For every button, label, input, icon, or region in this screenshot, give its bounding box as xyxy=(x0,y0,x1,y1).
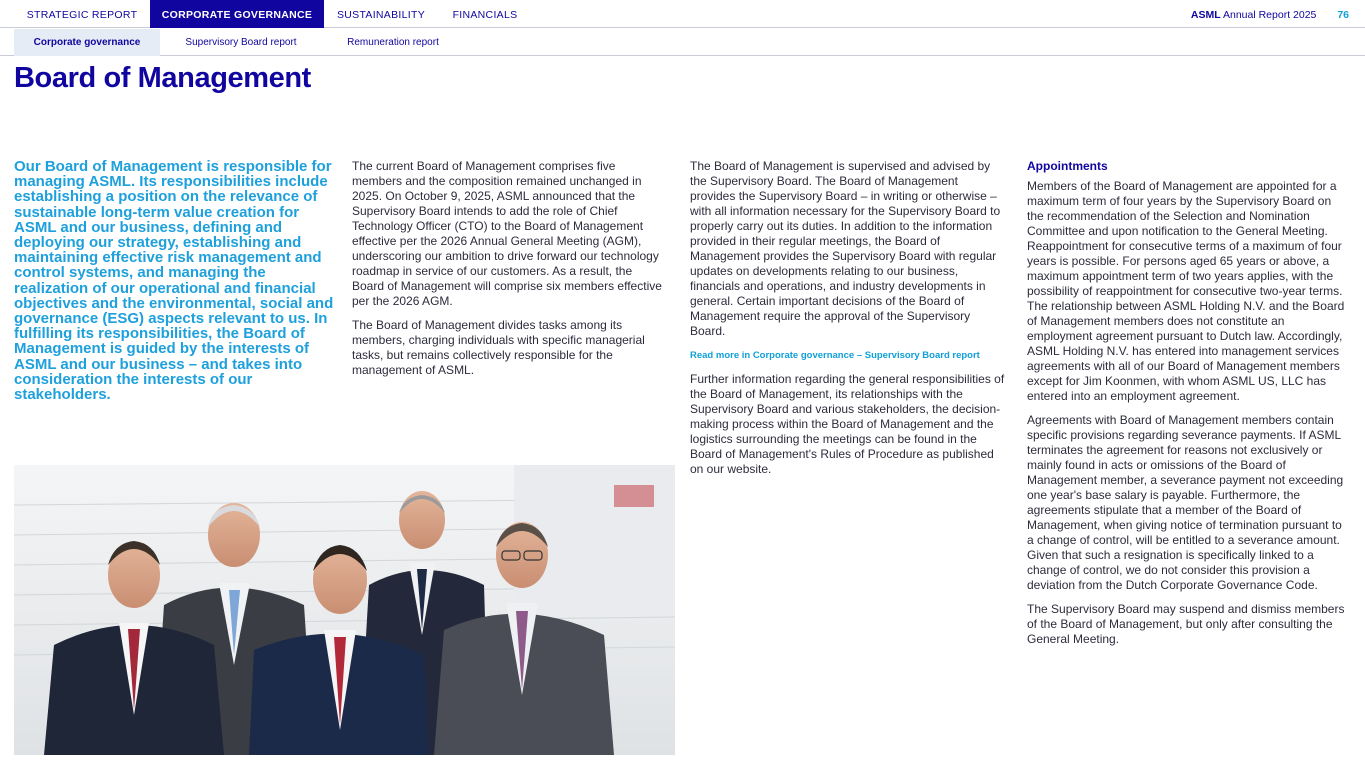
dismissal-paragraph: The Supervisory Board may suspend and dismiss members of the Board of Management, but only after consulting the General Meeting. xyxy=(1027,602,1345,646)
report-title: Annual Report 2025 xyxy=(1222,9,1317,21)
subtab-remuneration-report[interactable]: Remuneration report xyxy=(347,37,439,48)
column-supervision xyxy=(690,159,1006,486)
tab-corporate-governance[interactable]: CORPORATE GOVERNANCE xyxy=(150,0,324,28)
board-group-photo xyxy=(14,465,675,755)
rules-of-procedure-paragraph: Further information regarding the general responsibilities of the Board of Management, its relationships with the Supervisory Board and various stakeholders, the decision-making process within the Board of Management and the logistics surrounding the meetings can be found in the Board of Management's Rules of Procedure as published on our website. xyxy=(690,372,1005,476)
subtab-corporate-governance[interactable]: Corporate governance xyxy=(14,29,160,56)
column-appointments xyxy=(1027,159,1349,656)
lead-paragraph: Our Board of Management is responsible for managing ASML. Its responsibilities include establishing a position on the relevance of sustainable long-term value creation for ASML and our business, defining and deploying our strategy, establishing and maintaining effective risk management and control systems, and managing the realization of our operational and financial objectives and the environmental, social and governance (ESG) aspects relevant to us. In fulfilling its responsibilities, the Board of Management is guided by the interests of ASML and our business – and takes into consideration the interests of our stakeholders. xyxy=(14,158,334,404)
tab-financials[interactable]: FINANCIALS xyxy=(452,9,518,21)
subtab-supervisory-board-report[interactable]: Supervisory Board report xyxy=(185,37,297,48)
severance-paragraph: Agreements with Board of Management members contain specific provisions regarding severance payments. If ASML terminates the agreement for reasons not exclusively or mainly found in acts or omissions of the Board of Management member, a severance payment not exceeding one year's base salary is payable. Furthermore, the agreements stipulate that a member of the Board of Management, when giving notice of termination pursuant to a change of control, will be entitled to a severance amount. Given that such a resignation is specifically linked to a change of control, we do not consider this provision a deviation from the Dutch Corporate Governance Code. xyxy=(1027,413,1344,592)
sub-navigation xyxy=(0,29,1365,56)
page-number: 76 xyxy=(1337,9,1349,21)
tasks-paragraph: The Board of Management divides tasks among its members, charging individuals with specific managerial tasks, but remains collectively responsible for the management of ASML. xyxy=(352,318,645,377)
appointments-heading: Appointments xyxy=(1027,159,1108,173)
report-header xyxy=(1191,0,1349,28)
page-title: Board of Management xyxy=(14,62,311,94)
tab-sustainability[interactable]: SUSTAINABILITY xyxy=(336,9,426,21)
tab-strategic-report[interactable]: STRATEGIC REPORT xyxy=(26,9,138,21)
column-composition xyxy=(352,159,664,387)
supervision-paragraph: The Board of Management is supervised and advised by the Supervisory Board. The Board of Management provides the Supervisory Board – in writing or otherwise – with all information necessary for the Supervisory Board to properly carry out its duties. In addition to the information provided in their regular meetings, the Board of Management provides the Supervisory Board with regular updates on developments relating to our business, financials and operations, and industry developments in general. Certain important decisions of the Board of Management require the approval of the Supervisory Board. xyxy=(690,159,1001,338)
composition-paragraph: The current Board of Management comprises five members and the composition remained unchanged in 2025. On October 9, 2025, ASML announced that the Supervisory Board intends to add the role of Chief Technology Officer (CTO) to the Board of Management effective per the 2026 Annual General Meeting (AGM), underscoring our ambition to drive forward our technology roadmap in service of our customers. As a result, the Board of Management will comprise six members effective per the 2026 AGM. xyxy=(352,159,662,308)
top-navigation xyxy=(0,0,1365,28)
read-more-link[interactable]: Read more in Corporate governance – Supervisory Board report xyxy=(690,350,980,361)
brand-name: ASML xyxy=(1190,9,1221,21)
appointments-paragraph: Members of the Board of Management are appointed for a maximum term of four years by the Supervisory Board on the recommendation of the Selection and Nomination Committee and upon notification to the General Meeting. Reappointment for consecutive terms of a maximum of four years is possible. For persons aged 65 years or above, a maximum appointment term of two years applies, with the possibility of reappointment for consecutive two-year terms. The relationship between ASML Holding N.V. and the Board of Management members does not constitute an employment agreement pursuant to Dutch law. Accordingly, ASML Holding N.V. has entered into management services agreements with all of our Board of Management members except for Jim Koonmen, with whom ASML US, LLC has entered into an employment agreement. xyxy=(1027,179,1345,403)
